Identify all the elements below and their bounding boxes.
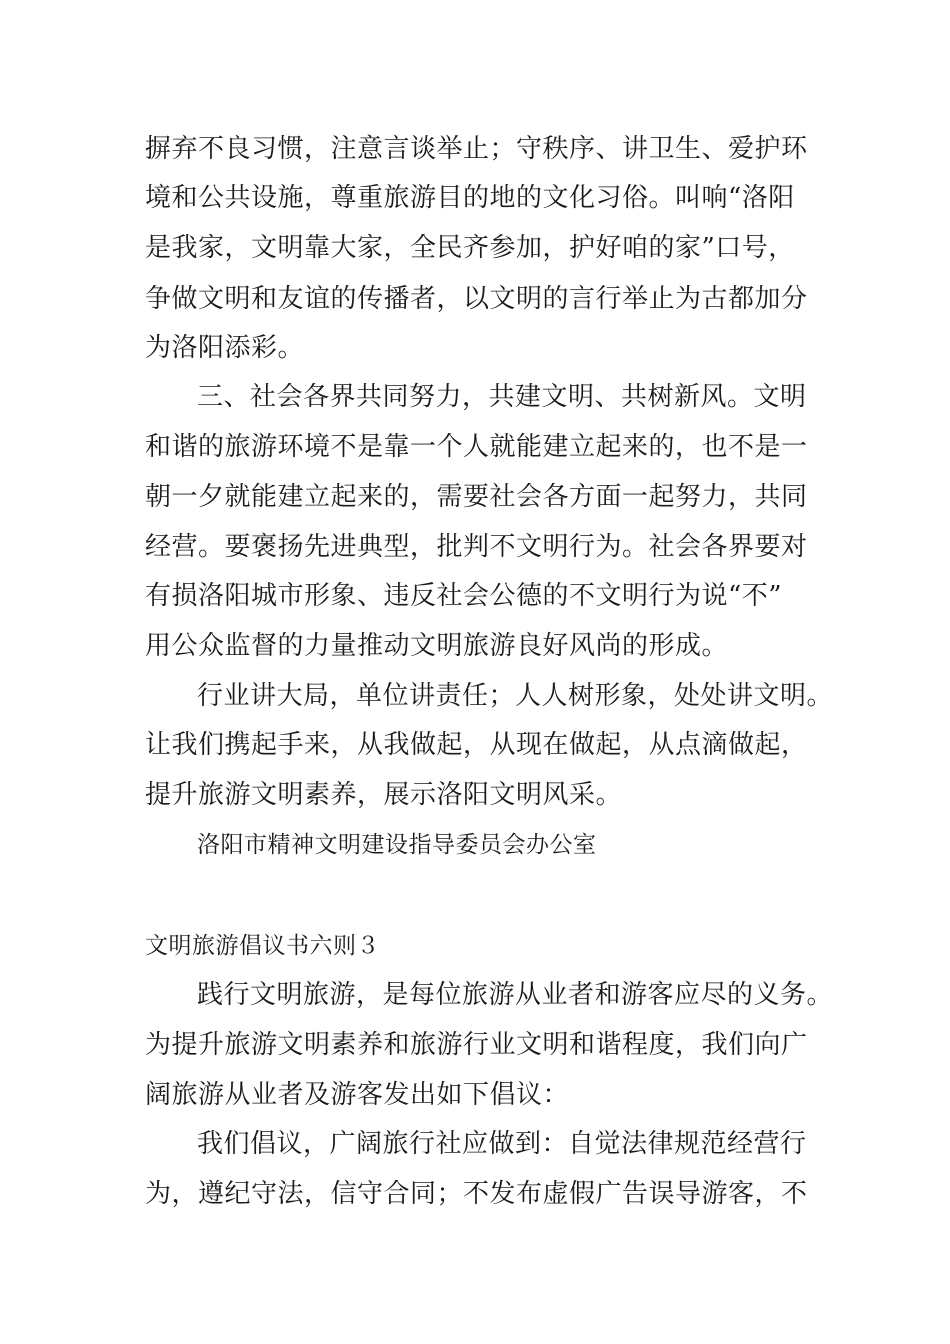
paragraph-line: 争做文明和友谊的传播者，以文明的言行举止为古都加分 [145,284,808,314]
paragraph-line: 让我们携起手来，从我做起，从现在做起，从点滴做起， [145,730,808,760]
section-title: 文明旅游倡议书六则３ [145,933,380,959]
paragraph-line: 践行文明旅游，是每位旅游从业者和游客应尽的义务。 [197,980,834,1010]
paragraph-line: 为，遵纪守法，信守合同；不发布虚假广告误导游客，不 [145,1179,808,1209]
paragraph-line: 用公众监督的力量推动文明旅游良好风尚的形成。 [145,631,729,661]
paragraph-line: 我们倡议，广阔旅行社应做到：自觉法律规范经营行 [197,1129,807,1159]
paragraph-line: 经营。要褒扬先进典型，批判不文明行为。社会各界要对 [145,532,808,562]
paragraph-line: 境和公共设施，尊重旅游目的地的文化习俗。叫响“洛阳 [145,183,795,213]
paragraph-line: 为洛阳添彩。 [145,333,305,363]
paragraph-line: 摒弃不良习惯，注意言谈举止；守秩序、讲卫生、爱护环 [145,134,808,164]
paragraph-line: 为提升旅游文明素养和旅游行业文明和谐程度，我们向广 [145,1030,808,1060]
paragraph-line: 朝一夕就能建立起来的，需要社会各方面一起努力，共同 [145,482,808,512]
paragraph-line: 行业讲大局，单位讲责任；人人树形象，处处讲文明。 [197,681,834,711]
signature-line: 洛阳市精神文明建设指导委员会办公室 [197,832,597,858]
paragraph-line: 提升旅游文明素养，展示洛阳文明风采。 [145,780,623,810]
paragraph-line: 有损洛阳城市形象、违反社会公德的不文明行为说“不” [145,581,783,611]
paragraph-line: 三、社会各界共同努力，共建文明、共树新风。文明 [197,382,807,412]
paragraph-line: 是我家，文明靠大家，全民齐参加，护好咱的家”口号， [145,233,795,263]
paragraph-line: 和谐的旅游环境不是靠一个人就能建立起来的，也不是一 [145,432,808,462]
paragraph-line: 阔旅游从业者及游客发出如下倡议： [145,1080,570,1110]
